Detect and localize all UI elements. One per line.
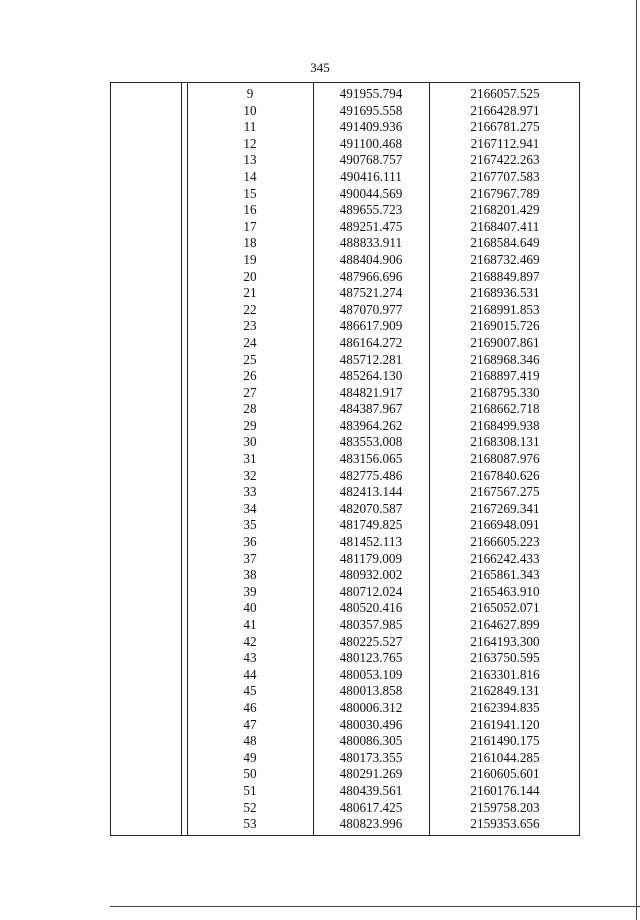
point-number-cell: 29 — [243, 417, 257, 433]
x-coordinate-cell: 480357.985 — [339, 617, 403, 632]
y-coordinate-cell: 2162849.131 — [470, 683, 540, 699]
table-row — [111, 352, 581, 369]
x-coordinate-cell: 491409.936 — [339, 119, 403, 135]
y-coordinate-cell: 2159758.203 — [470, 799, 540, 815]
x-coordinate-cell: 484821.917 — [339, 384, 403, 400]
y-coordinate-cell: 2166428.971 — [470, 102, 540, 118]
table-row — [111, 169, 581, 186]
table-row — [111, 152, 581, 169]
x-coordinate-cell: 481179.009 — [339, 550, 403, 566]
table-row — [111, 302, 581, 319]
y-coordinate-cell: 2168936.531 — [470, 285, 540, 301]
y-coordinate-cell: 2166057.525 — [470, 86, 540, 101]
scan-edge-right — [636, 0, 637, 920]
point-number-cell: 32 — [243, 467, 257, 483]
point-number-cell: 50 — [243, 766, 257, 782]
x-coordinate-cell: 480086.305 — [339, 733, 403, 749]
y-coordinate-cell: 2161044.285 — [470, 749, 540, 765]
table-row — [111, 783, 581, 800]
x-coordinate-cell: 480123.765 — [339, 650, 403, 666]
point-number-cell: 33 — [243, 484, 257, 500]
point-number-cell: 36 — [243, 534, 257, 550]
y-coordinate-cell: 2164627.899 — [470, 617, 540, 632]
x-coordinate-cell: 480617.425 — [339, 799, 403, 815]
table-body — [111, 86, 581, 833]
point-number-cell: 45 — [243, 683, 257, 699]
point-number-cell: 52 — [243, 799, 257, 815]
table-row — [111, 766, 581, 783]
table-row — [111, 650, 581, 667]
x-coordinate-cell: 481452.113 — [339, 534, 403, 550]
y-coordinate-cell: 2169015.726 — [470, 318, 540, 334]
x-coordinate-cell: 482413.144 — [339, 484, 403, 500]
table-row — [111, 103, 581, 120]
x-coordinate-cell: 480013.858 — [339, 683, 403, 699]
x-coordinate-cell: 481749.825 — [339, 517, 403, 533]
y-coordinate-cell: 2167707.583 — [470, 168, 540, 184]
point-number-cell: 14 — [243, 168, 257, 184]
x-coordinate-cell: 480030.496 — [339, 716, 403, 732]
point-number-cell: 27 — [243, 384, 257, 400]
y-coordinate-cell: 2163301.816 — [470, 666, 540, 682]
x-coordinate-cell: 485264.130 — [339, 368, 403, 384]
point-number-cell: 39 — [243, 583, 257, 599]
table-row — [111, 816, 581, 833]
x-coordinate-cell: 491695.558 — [339, 102, 403, 118]
table-row — [111, 335, 581, 352]
y-coordinate-cell: 2164193.300 — [470, 633, 540, 649]
point-number-cell: 53 — [243, 816, 257, 832]
x-coordinate-cell: 483156.065 — [339, 451, 403, 467]
x-coordinate-cell: 485712.281 — [339, 351, 403, 367]
table-row — [111, 368, 581, 385]
y-coordinate-cell: 2166781.275 — [470, 119, 540, 135]
y-coordinate-cell: 2159353.656 — [470, 816, 540, 832]
y-coordinate-cell: 2167840.626 — [470, 467, 540, 483]
x-coordinate-cell: 480520.416 — [339, 600, 403, 616]
y-coordinate-cell: 2167967.789 — [470, 185, 540, 201]
x-coordinate-cell: 480006.312 — [339, 699, 403, 715]
y-coordinate-cell: 2168897.419 — [470, 368, 540, 384]
table-row — [111, 667, 581, 684]
table-row — [111, 202, 581, 219]
table-row — [111, 517, 581, 534]
point-number-cell: 22 — [243, 301, 257, 317]
point-number-cell: 17 — [243, 218, 257, 234]
point-number-cell: 21 — [243, 285, 257, 301]
table-row — [111, 219, 581, 236]
table-row — [111, 700, 581, 717]
y-coordinate-cell: 2165861.343 — [470, 567, 540, 583]
table-row — [111, 584, 581, 601]
y-coordinate-cell: 2169007.861 — [470, 334, 540, 350]
y-coordinate-cell: 2160176.144 — [470, 782, 540, 798]
table-row — [111, 235, 581, 252]
y-coordinate-cell: 2168849.897 — [470, 268, 540, 284]
x-coordinate-cell: 480823.996 — [339, 816, 403, 832]
y-coordinate-cell: 2168795.330 — [470, 384, 540, 400]
point-number-cell: 28 — [243, 401, 257, 417]
table-row — [111, 733, 581, 750]
table-row — [111, 401, 581, 418]
x-coordinate-cell: 491100.468 — [339, 135, 403, 151]
x-coordinate-cell: 483553.008 — [339, 434, 403, 450]
x-coordinate-cell: 486164.272 — [339, 334, 403, 350]
y-coordinate-cell: 2167567.275 — [470, 484, 540, 500]
y-coordinate-cell: 2161490.175 — [470, 733, 540, 749]
point-number-cell: 40 — [243, 600, 257, 616]
x-coordinate-cell: 480291.269 — [339, 766, 403, 782]
x-coordinate-cell: 480225.527 — [339, 633, 403, 649]
y-coordinate-cell: 2165052.071 — [470, 600, 540, 616]
y-coordinate-cell: 2167422.263 — [470, 152, 540, 168]
table-row — [111, 800, 581, 817]
point-number-cell: 10 — [243, 102, 257, 118]
x-coordinate-cell: 491955.794 — [339, 86, 403, 101]
y-coordinate-cell: 2168308.131 — [470, 434, 540, 450]
x-coordinate-cell: 482070.587 — [339, 500, 403, 516]
x-coordinate-cell: 484387.967 — [339, 401, 403, 417]
y-coordinate-cell: 2161941.120 — [470, 716, 540, 732]
y-coordinate-cell: 2168584.649 — [470, 235, 540, 251]
table-row — [111, 617, 581, 634]
y-coordinate-cell: 2168968.346 — [470, 351, 540, 367]
x-coordinate-cell: 487521.274 — [339, 285, 403, 301]
table-row — [111, 534, 581, 551]
point-number-cell: 30 — [243, 434, 257, 450]
point-number-cell: 15 — [243, 185, 257, 201]
table-row — [111, 318, 581, 335]
table-row — [111, 717, 581, 734]
x-coordinate-cell: 480053.109 — [339, 666, 403, 682]
point-number-cell: 43 — [243, 650, 257, 666]
y-coordinate-cell: 2166605.223 — [470, 534, 540, 550]
point-number-cell: 41 — [243, 617, 257, 632]
table-row — [111, 186, 581, 203]
point-number-cell: 24 — [243, 334, 257, 350]
y-coordinate-cell: 2167269.341 — [470, 500, 540, 516]
x-coordinate-cell: 489251.475 — [339, 218, 403, 234]
y-coordinate-cell: 2162394.835 — [470, 699, 540, 715]
table-row — [111, 136, 581, 153]
point-number-cell: 34 — [243, 500, 257, 516]
x-coordinate-cell: 487070.977 — [339, 301, 403, 317]
table-row — [111, 634, 581, 651]
point-number-cell: 18 — [243, 235, 257, 251]
table-row — [111, 434, 581, 451]
table-row — [111, 551, 581, 568]
x-coordinate-cell: 490044.569 — [339, 185, 403, 201]
y-coordinate-cell: 2168732.469 — [470, 251, 540, 267]
point-number-cell: 49 — [243, 749, 257, 765]
x-coordinate-cell: 486617.909 — [339, 318, 403, 334]
table-row — [111, 285, 581, 302]
x-coordinate-cell: 480439.561 — [339, 782, 403, 798]
y-coordinate-cell: 2168991.853 — [470, 301, 540, 317]
scan-edge-bottom — [110, 906, 640, 907]
x-coordinate-cell: 487966.696 — [339, 268, 403, 284]
y-coordinate-cell: 2167112.941 — [470, 135, 540, 151]
point-number-cell: 46 — [243, 699, 257, 715]
point-number-cell: 11 — [243, 119, 257, 135]
point-number-cell: 35 — [243, 517, 257, 533]
point-number-cell: 47 — [243, 716, 257, 732]
point-number-cell: 42 — [243, 633, 257, 649]
point-number-cell: 9 — [246, 86, 254, 101]
x-coordinate-cell: 480173.355 — [339, 749, 403, 765]
y-coordinate-cell: 2168662.718 — [470, 401, 540, 417]
y-coordinate-cell: 2168499.938 — [470, 417, 540, 433]
x-coordinate-cell: 483964.262 — [339, 417, 403, 433]
point-number-cell: 25 — [243, 351, 257, 367]
table-row — [111, 119, 581, 136]
point-number-cell: 51 — [243, 782, 257, 798]
point-number-cell: 26 — [243, 368, 257, 384]
y-coordinate-cell: 2168201.429 — [470, 202, 540, 218]
table-row — [111, 600, 581, 617]
point-number-cell: 31 — [243, 451, 257, 467]
table-row — [111, 418, 581, 435]
table-row — [111, 468, 581, 485]
y-coordinate-cell: 2168407.411 — [470, 218, 540, 234]
x-coordinate-cell: 488404.906 — [339, 251, 403, 267]
point-number-cell: 13 — [243, 152, 257, 168]
y-coordinate-cell: 2163750.595 — [470, 650, 540, 666]
y-coordinate-cell: 2160605.601 — [470, 766, 540, 782]
point-number-cell: 37 — [243, 550, 257, 566]
x-coordinate-cell: 489655.723 — [339, 202, 403, 218]
y-coordinate-cell: 2166242.433 — [470, 550, 540, 566]
y-coordinate-cell: 2168087.976 — [470, 451, 540, 467]
x-coordinate-cell: 490768.757 — [339, 152, 403, 168]
table-row — [111, 385, 581, 402]
y-coordinate-cell: 2165463.910 — [470, 583, 540, 599]
point-number-cell: 48 — [243, 733, 257, 749]
table-row — [111, 484, 581, 501]
x-coordinate-cell: 490416.111 — [340, 168, 402, 184]
table-row — [111, 269, 581, 286]
point-number-cell: 23 — [243, 318, 257, 334]
table-row — [111, 451, 581, 468]
table-row — [111, 567, 581, 584]
x-coordinate-cell: 482775.486 — [339, 467, 403, 483]
point-number-cell: 19 — [243, 251, 257, 267]
table-row — [111, 750, 581, 767]
table-row — [111, 252, 581, 269]
table-row — [111, 86, 581, 103]
table-row — [111, 501, 581, 518]
point-number-cell: 44 — [243, 666, 257, 682]
y-coordinate-cell: 2166948.091 — [470, 517, 540, 533]
page-number: 345 — [310, 60, 330, 75]
point-number-cell: 20 — [243, 268, 257, 284]
table-row — [111, 683, 581, 700]
x-coordinate-cell: 488833.911 — [339, 235, 403, 251]
point-number-cell: 38 — [243, 567, 257, 583]
x-coordinate-cell: 480712.024 — [339, 583, 403, 599]
coordinate-table — [110, 82, 580, 836]
x-coordinate-cell: 480932.002 — [339, 567, 403, 583]
point-number-cell: 16 — [243, 202, 257, 218]
point-number-cell: 12 — [243, 135, 257, 151]
